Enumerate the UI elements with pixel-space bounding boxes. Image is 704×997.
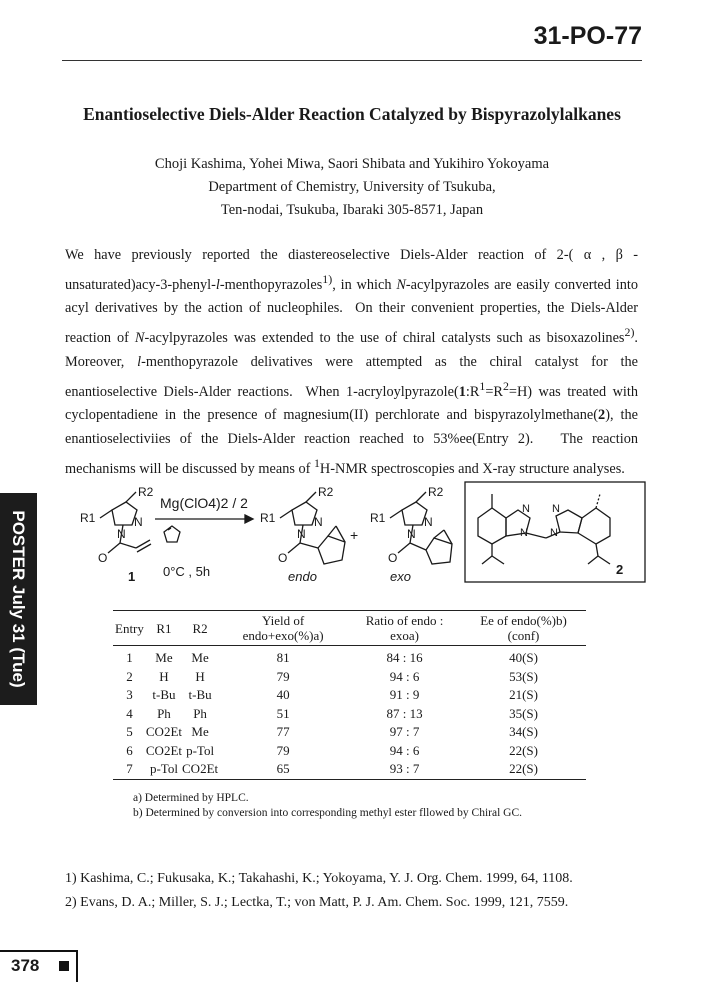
table-cell: H	[159, 668, 169, 684]
n-label: N	[522, 503, 530, 515]
endo-product-structure	[280, 492, 345, 564]
n-label: N	[552, 503, 560, 515]
table-row	[113, 760, 586, 779]
table-cell: p-Tol	[186, 742, 215, 758]
col-entry: Entry	[115, 620, 144, 636]
reference-2: 2) Evans, D. A.; Miller, S. J.; Lectka, T.; von Matt, P. J. Am. Chem. Soc. 1999, 121, 7559.	[65, 895, 569, 910]
side-tab-label: POSTER July 31 (Tue)	[9, 510, 28, 688]
table-cell: 53(S)	[509, 668, 538, 684]
table-row	[113, 723, 586, 742]
n-label: N	[424, 515, 433, 529]
table-cell: 34(S)	[509, 724, 538, 739]
table-cell: 77	[276, 724, 290, 739]
session-code: 31-PO-77	[533, 22, 642, 50]
reference-1: 1) Kashima, C.; Fukusaka, K.; Takahashi, K.; Yokoyama, Y. J. Org. Chem. 1999, 64, 1108.	[65, 871, 573, 886]
o-label: O	[278, 551, 288, 565]
table-row	[113, 668, 586, 687]
exo-product-structure	[390, 492, 452, 564]
table-cell: 5	[126, 724, 133, 739]
r1-label: R1	[80, 511, 96, 525]
table-header-row	[113, 611, 586, 646]
table-cell: 4	[126, 705, 133, 721]
table-cell: Me	[155, 650, 173, 665]
table-cell: 7	[126, 761, 133, 776]
table-cell: 94 : 6	[389, 742, 420, 758]
footnote-b: b) Determined by conversion into corresponding methyl ester fllowed by Chiral GC.	[133, 807, 522, 819]
table-cell: 22(S)	[509, 761, 538, 776]
exo-label: exo	[390, 569, 411, 584]
plus-sign: +	[350, 527, 359, 543]
arrow-head	[245, 515, 253, 523]
table-cell: 93 : 7	[389, 761, 420, 776]
col-ee: Ee of endo(%)b) (conf)	[480, 613, 567, 643]
authors: Choji Kashima, Yohei Miwa, Saori Shibata and Yukihiro Yokoyama	[154, 156, 550, 172]
catalyst-2-structure	[478, 494, 610, 564]
table-cell: CO2Et	[145, 724, 183, 739]
col-ratio: Ratio of endo : exoa)	[365, 613, 444, 643]
reaction-scheme	[60, 478, 650, 588]
table-cell: 3	[126, 687, 133, 702]
abstract	[65, 244, 638, 481]
header-rule	[62, 60, 642, 61]
table-row	[113, 686, 586, 705]
n-label: N	[550, 527, 558, 539]
table-cell: t-Bu	[188, 687, 212, 702]
o-label: O	[98, 551, 108, 565]
table-row	[113, 742, 586, 761]
table-cell: 2	[126, 668, 133, 684]
author-block	[0, 153, 704, 222]
table-cell: 40(S)	[509, 650, 538, 665]
abstract-paragraph: We have previously reported the diastereoselective Diels-Alder reaction of 2-( α , β - unsaturated)acy-3-phenyl-l-menthopyrazoles$^{1)}$, in which N-acylpyrazoles are easily converted into acyl derivatives by the action of nucleophiles. On their convenient properties, the Diels-Alder reaction of N-acylpyrazoles was extended to the use of chiral catalysts such as bisoxazolines$^{2)}$. Moreover, l-menthopyrazole delivatives were attempted as the chiral catalyst for the enantioselective Diels-Alder reactions. When $1-acryloylpyrazole(1:R^1=R^2=H)$ was treated with cyclopentadiene in the presence of magnesium(II) perchlorate and bispyrazolylmethane(2), the enantioselectiviies of the Diels-Alder reaction reached to 53%ee(Entry 2). The reaction mechanisms will be discussed by means of $^1$H-NMR spectroscopies and X-ray structure analyses.	[65, 247, 638, 477]
table-cell: Ph	[193, 705, 207, 721]
table-cell: 91 : 9	[389, 687, 420, 702]
table-row	[113, 705, 586, 724]
table-cell: 87 : 13	[386, 705, 423, 721]
references	[65, 867, 573, 915]
table-cell: t-Bu	[152, 687, 176, 702]
table-cell: 94 : 6	[389, 668, 420, 684]
n-label: N	[117, 527, 126, 541]
table-cell: CO2Et	[145, 742, 183, 758]
col-r1: R1	[156, 620, 172, 636]
r1-label: R1	[370, 511, 386, 525]
col-r2: R2	[192, 620, 208, 636]
table-cell: 79	[276, 742, 290, 758]
compound-1-label: 1	[128, 569, 136, 584]
n-label: N	[407, 527, 416, 541]
reagent-label: Mg(ClO4)2 / 2	[160, 495, 248, 511]
table-cell: 40	[276, 687, 290, 702]
page-marker-square	[59, 961, 69, 971]
endo-label: endo	[288, 569, 317, 584]
table-cell: 81	[276, 650, 290, 665]
footnote-a: a) Determined by HPLC.	[133, 792, 249, 804]
r1-label: R1	[260, 511, 276, 525]
department: Department of Chemistry, University of Tsukuba,	[208, 179, 496, 195]
table-cell: p-Tol	[149, 761, 178, 776]
table-cell: 97 : 7	[389, 724, 420, 739]
table-row	[113, 646, 586, 668]
n-label: N	[520, 527, 528, 539]
page-number: 378	[11, 956, 40, 975]
table-cell: 35(S)	[509, 705, 538, 721]
condition-label: 0°C , 5h	[163, 564, 211, 579]
table-cell: CO2Et	[182, 761, 219, 776]
o-label: O	[388, 551, 398, 565]
results-table	[113, 610, 586, 780]
table-cell: 65	[276, 761, 290, 776]
r2-label: R2	[428, 485, 444, 499]
table-cell: Me	[191, 724, 209, 739]
table-cell: H	[195, 668, 205, 684]
table-cell: 6	[126, 742, 133, 758]
compound-1-structure	[100, 492, 151, 553]
table-cell: Me	[191, 650, 209, 665]
table-cell: 22(S)	[509, 742, 538, 758]
col-yield: Yield of endo+exo(%)a)	[242, 613, 324, 643]
table-cell: 79	[276, 668, 290, 684]
r2-label: R2	[318, 485, 334, 499]
table-cell: 51	[276, 705, 290, 721]
table-cell: 1	[126, 650, 133, 665]
paper-title: Enantioselective Diels-Alder Reaction Catalyzed by Bispyrazolylalkanes	[83, 104, 621, 124]
r2-label: R2	[138, 485, 154, 499]
compound-2-label: 2	[616, 562, 624, 577]
n-label: N	[134, 515, 143, 529]
table-cell: 84 : 16	[386, 650, 423, 665]
address: Ten-nodai, Tsukuba, Ibaraki 305-8571, Japan	[220, 202, 484, 218]
table-footnotes	[133, 791, 522, 821]
cyclopentadiene-structure	[164, 526, 180, 542]
n-label: N	[297, 527, 306, 541]
table-cell: 21(S)	[509, 687, 538, 702]
n-label: N	[314, 515, 323, 529]
table-cell: Ph	[157, 705, 171, 721]
